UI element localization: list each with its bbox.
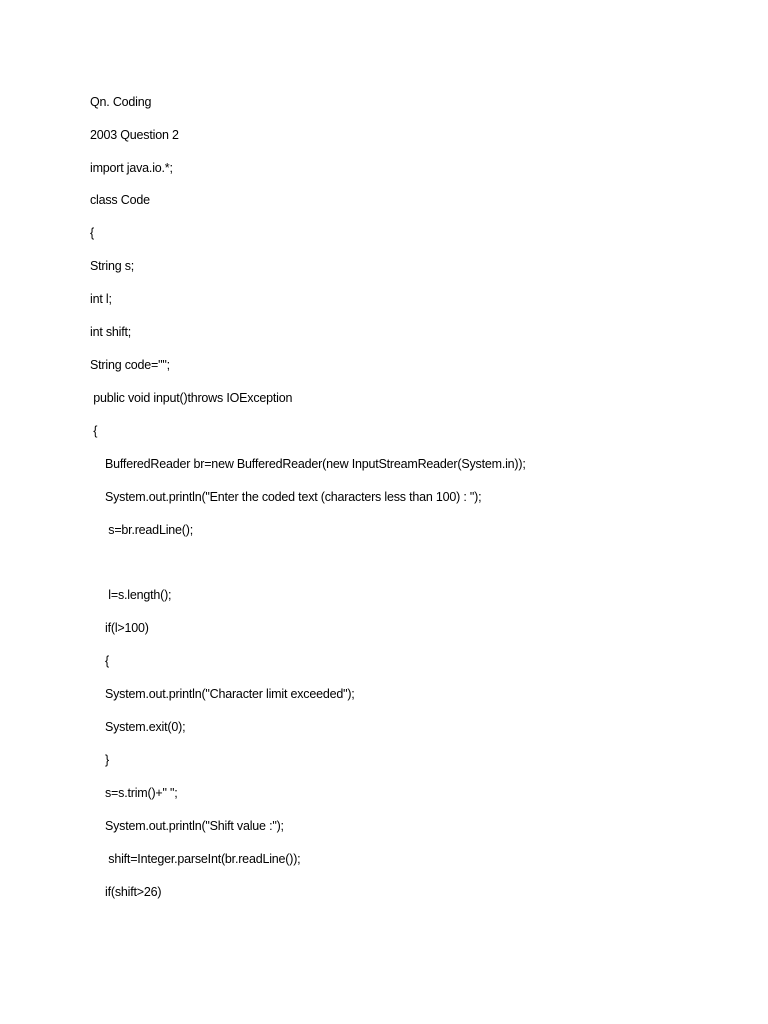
code-line: } — [105, 753, 109, 767]
code-line: import java.io.*; — [90, 161, 173, 175]
heading-question: 2003 Question 2 — [90, 128, 179, 142]
code-line: public void input()throws IOException — [90, 391, 293, 405]
code-line: class Code — [90, 193, 150, 207]
code-line: String code=""; — [90, 358, 170, 372]
code-line: int l; — [90, 292, 112, 306]
code-line: { — [105, 654, 109, 668]
code-line: System.out.println("Enter the coded text (characters less than 100) : "); — [105, 490, 482, 504]
code-line: l=s.length(); — [105, 588, 172, 602]
code-line: System.out.println("Shift value :"); — [105, 819, 284, 833]
heading-title: Qn. Coding — [90, 95, 152, 109]
code-line: System.exit(0); — [105, 720, 186, 734]
code-line: s=s.trim()+" "; — [105, 786, 178, 800]
code-line: BufferedReader br=new BufferedReader(new InputStreamReader(System.in)); — [105, 457, 526, 471]
code-line: s=br.readLine(); — [105, 523, 193, 537]
code-line: { — [90, 226, 94, 240]
code-line: System.out.println("Character limit exceeded"); — [105, 687, 355, 701]
code-line: if(l>100) — [105, 621, 149, 635]
code-line: shift=Integer.parseInt(br.readLine()); — [105, 852, 301, 866]
code-line: { — [90, 424, 98, 438]
code-line: int shift; — [90, 325, 132, 339]
code-line: String s; — [90, 259, 135, 273]
code-line: if(shift>26) — [105, 885, 162, 899]
